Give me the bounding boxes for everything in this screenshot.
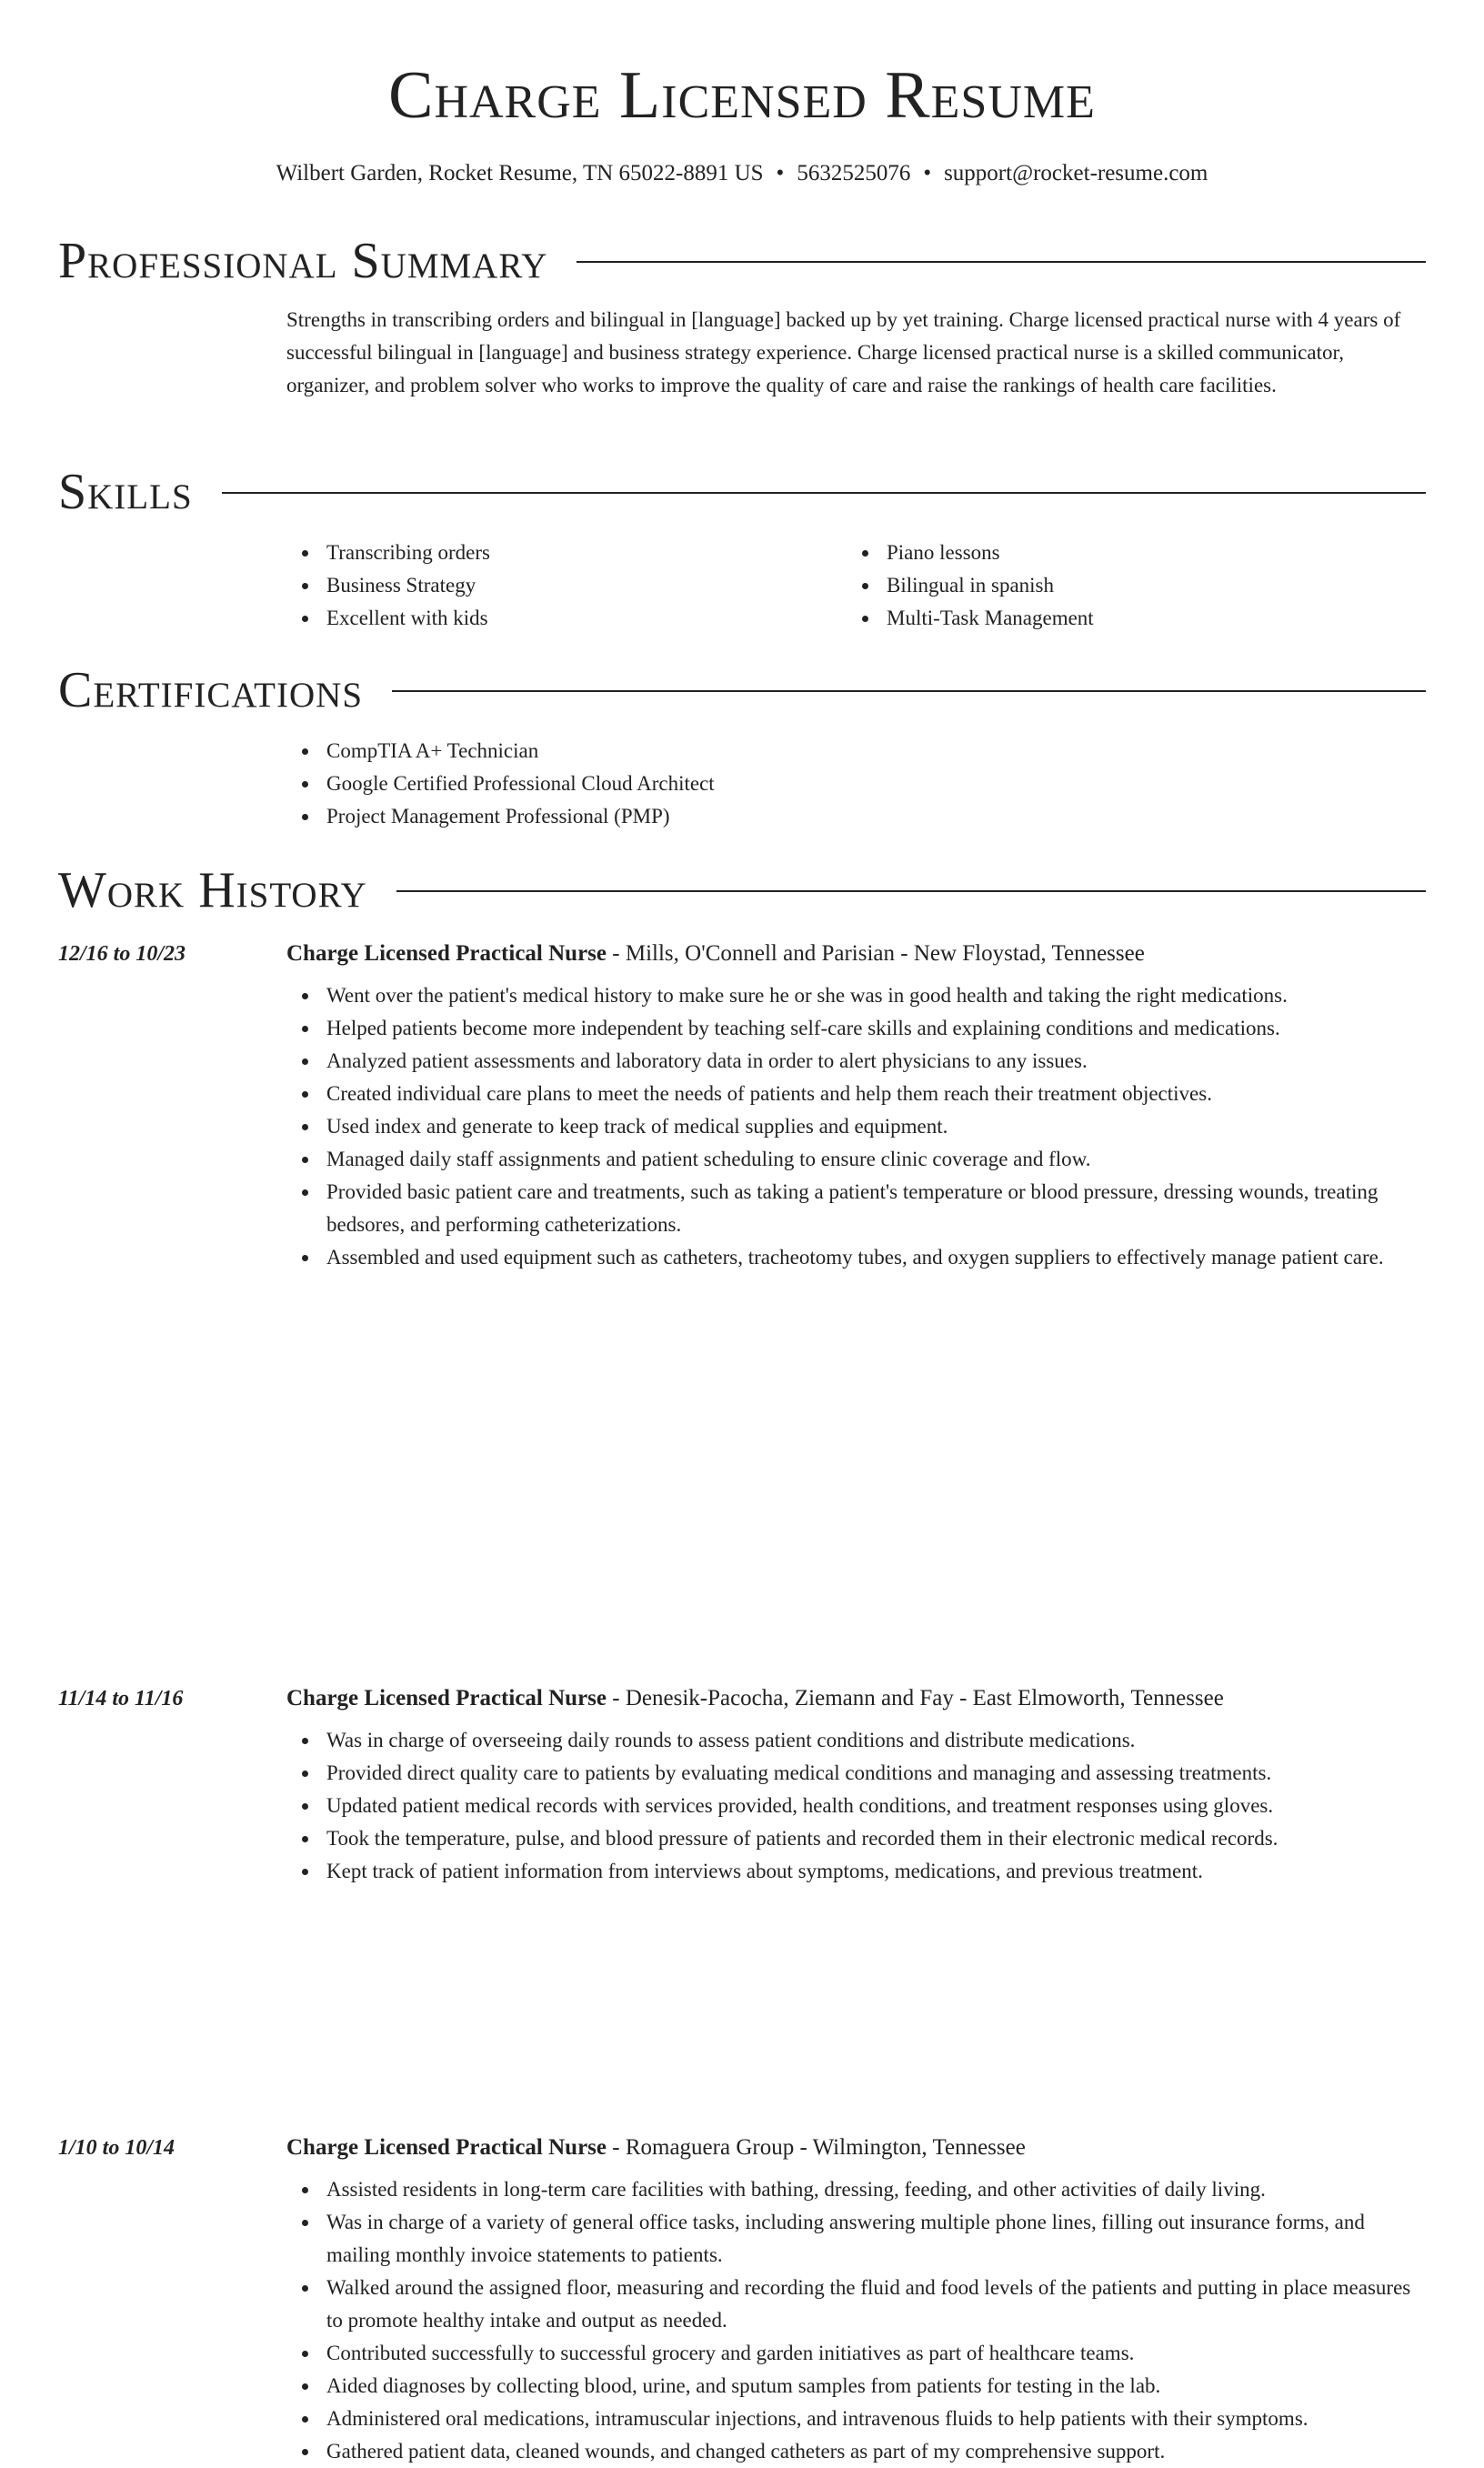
certification-item: Project Management Professional (PMP) [286,800,1426,833]
job-duty: Took the temperature, pulse, and blood pressure of patients and recorded them in their electronic medical records. [286,1822,1426,1855]
job-employer: - Mills, O'Connell and Parisian - New Floystad, Tennessee [607,941,1145,966]
section-divider [222,492,1426,494]
contact-line [0,158,1484,189]
job-duty: Was in charge of overseeing daily rounds to assess patient conditions and distribute medications. [286,1724,1426,1757]
job-date: 11/14 to 11/16 [58,1687,184,1711]
job-duty: Helped patients become more independent by teaching self-care skills and explaining conditions and medications. [286,1012,1426,1045]
job-duty: Gathered patient data, cleaned wounds, and changed catheters as part of my comprehensive support. [286,2435,1426,2468]
job-body [286,1682,1426,1888]
certification-item: CompTIA A+ Technician [286,735,1426,767]
job-entry [58,938,1426,1274]
job-body [286,2132,1426,2468]
skill-item: Business Strategy [286,569,847,602]
skills-left-list [286,537,847,635]
contact-separator: • [776,161,785,186]
section-divider [396,890,1426,892]
job-title: Charge Licensed Practical Nurse [286,1686,607,1711]
job-duty: Provided basic patient care and treatments, such as taking a patient's temperature or blood pressure, dressing wounds, treating bedsores, and performing catheterizations. [286,1176,1426,1241]
contact-email: support@rocket-resume.com [944,161,1208,186]
job-duties-list [286,1724,1426,1888]
contact-phone: 5632525076 [797,161,911,186]
skills-grid [286,524,1426,635]
certification-item: Google Certified Professional Cloud Architect [286,767,1426,800]
contact-separator: • [923,161,932,186]
job-employer: - Denesik-Pacocha, Ziemann and Fay - East Elmoworth, Tennessee [607,1686,1224,1711]
skill-item: Piano lessons [847,537,1407,569]
job-title: Charge Licensed Practical Nurse [286,2135,607,2160]
summary-heading: Professional Summary [58,233,548,289]
job-entry [58,1682,1426,1888]
job-body [286,938,1426,1274]
certifications-header [58,658,1426,722]
work-history-heading: Work History [58,862,367,918]
contact-address: Wilbert Garden, Rocket Resume, TN 65022-8891 US [276,161,764,186]
job-title-line [286,2132,1426,2164]
job-duty: Updated patient medical records with services provided, health conditions, and treatment responses using gloves. [286,1790,1426,1822]
skill-item: Bilingual in spanish [847,569,1407,602]
work-history-header [58,858,1426,922]
skill-item: Excellent with kids [286,602,847,635]
summary-text: Strengths in transcribing orders and bilingual in [language] backed up by yet training. Charge licensed practical nurse with 4 years of successful bilingual in [language] and business strategy experience. Charge licensed practical nurse is a skilled communicator, organizer, and problem solver who works to improve the quality of care and raise the rankings of health care facilities. [286,308,1401,396]
job-duty: Assisted residents in long-term care facilities with bathing, dressing, feeding, and other activities of daily living. [286,2173,1426,2206]
job-title: Charge Licensed Practical Nurse [286,941,607,966]
job-duty: Analyzed patient assessments and laboratory data in order to alert physicians to any issues. [286,1045,1426,1078]
job-duty: Assembled and used equipment such as catheters, tracheotomy tubes, and oxygen suppliers to effectively manage patient care. [286,1241,1426,1274]
job-title-line [286,1682,1426,1715]
section-divider [392,690,1426,692]
skill-item: Transcribing orders [286,537,847,569]
job-duty: Was in charge of a variety of general office tasks, including answering multiple phone lines, filling out insurance forms, and mailing monthly invoice statements to patients. [286,2206,1426,2272]
certifications-section [58,658,1426,833]
job-duty: Went over the patient's medical history to make sure he or she was in good health and taking the right medications. [286,979,1426,1012]
job-date: 12/16 to 10/23 [58,942,186,966]
job-duty: Used index and generate to keep track of medical supplies and equipment. [286,1110,1426,1143]
skills-header [58,460,1426,524]
job-duty: Managed daily staff assignments and patient scheduling to ensure clinic coverage and flow. [286,1143,1426,1176]
job-entry [58,2132,1426,2468]
job-duty: Kept track of patient information from interviews about symptoms, medications, and previous treatment. [286,1855,1426,1888]
certifications-content [286,722,1426,833]
skills-heading: Skills [58,464,193,520]
certifications-heading: Certifications [58,662,364,718]
section-divider [577,261,1426,263]
job-duty: Created individual care plans to meet the needs of patients and help them reach their treatment objectives. [286,1078,1426,1110]
job-duty: Aided diagnoses by collecting blood, urine, and sputum samples from patients for testing in the lab. [286,2370,1426,2403]
job-duties-list [286,979,1426,1274]
skills-right-list [847,537,1407,635]
certifications-list [286,735,1426,833]
job-duty: Walked around the assigned floor, measuring and recording the fluid and food levels of the patients and putting in place measures to promote healthy intake and output as needed. [286,2272,1426,2337]
job-duty: Administered oral medications, intramuscular injections, and intravenous fluids to help patients with their symptoms. [286,2403,1426,2435]
job-duty: Provided direct quality care to patients by evaluating medical conditions and managing and assessing treatments. [286,1757,1426,1790]
work-history-section [58,858,1426,922]
job-date: 1/10 to 10/14 [58,2136,175,2160]
job-employer: - Romaguera Group - Wilmington, Tennessee [607,2135,1026,2160]
summary-content [286,293,1426,402]
skill-item: Multi-Task Management [847,602,1407,635]
summary-header [58,229,1426,293]
resume-title: Charge Licensed Resume [388,58,1096,133]
summary-section [58,229,1426,402]
job-duties-list [286,2173,1426,2468]
job-duty: Contributed successfully to successful grocery and garden initiatives as part of healthcare teams. [286,2337,1426,2370]
job-title-line [286,938,1426,970]
skills-section [58,460,1426,635]
